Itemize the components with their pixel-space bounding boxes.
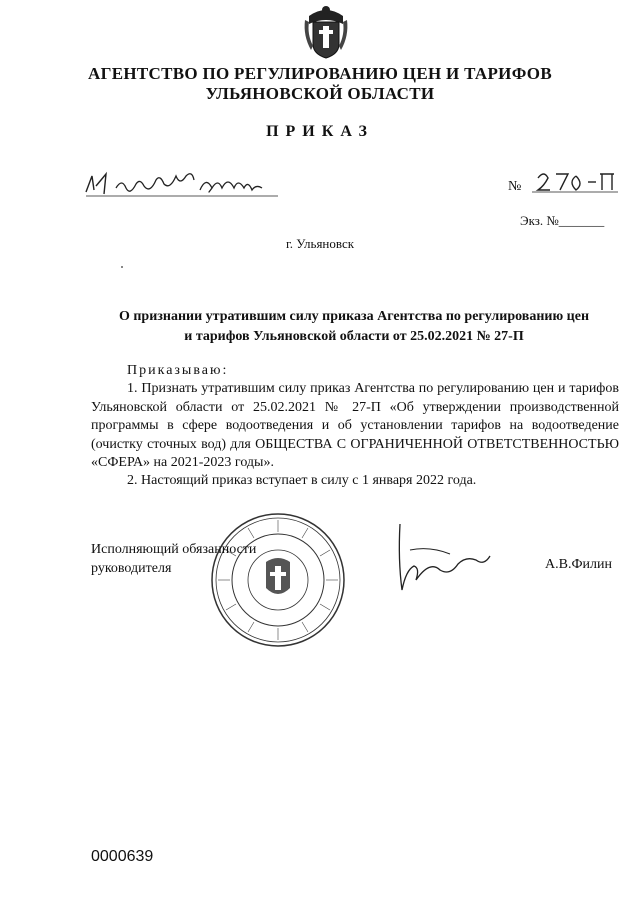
subject-line2: и тарифов Ульяновской области от 25.02.2021 № 27-П [184,329,524,344]
document-type: ПРИКАЗ [266,123,374,140]
document-subject [86,307,622,347]
city: г. Ульяновск [285,236,355,251]
order-word: Приказываю: [127,363,229,378]
order-item-1: 1. Признать утратившим силу приказ Агентства по регулированию цен и тарифов Ульяновской области от 25.02.2021 № 27-П «Об утверждении производственной программы в сфере водоотведения и об установлении тарифов на водоотведение (очистку сточных вод) для ОБЩЕСТВА С ОГРАНИЧЕННОЙ ОТВЕТСТВЕННОСТЬЮ «СФЕРА» на 2021-2023 годы». [91,381,619,471]
document-serial-number: 0000639 [91,848,154,865]
signatory-name: А.В.Филин [545,557,612,572]
agency-name [40,64,600,104]
document-body [91,362,619,491]
official-seal-icon [208,510,348,650]
order-item-2: 2. Настоящий приказ вступает в силу с 1 января 2022 года. [127,473,477,489]
signatory-title-line2: руководителя [91,561,172,576]
signatory-title [91,540,256,578]
subject-line1: О признании утратившим силу приказа Агентства по регулированию цен [118,309,590,324]
handwritten-number [530,168,620,194]
agency-name-line2: УЛЬЯНОВСКОЙ ОБЛАСТИ [205,84,435,103]
agency-name-line1: АГЕНТСТВО ПО РЕГУЛИРОВАНИЮ ЦЕН И ТАРИФОВ [88,64,552,83]
handwritten-date [82,170,282,198]
copy-number-label: Экз. №_______ [520,213,605,228]
emblem-icon [303,2,349,62]
signatory-title-line1: Исполняющий обязанности [91,542,257,557]
handwritten-signature-icon [380,520,500,600]
number-label: № [508,179,522,194]
